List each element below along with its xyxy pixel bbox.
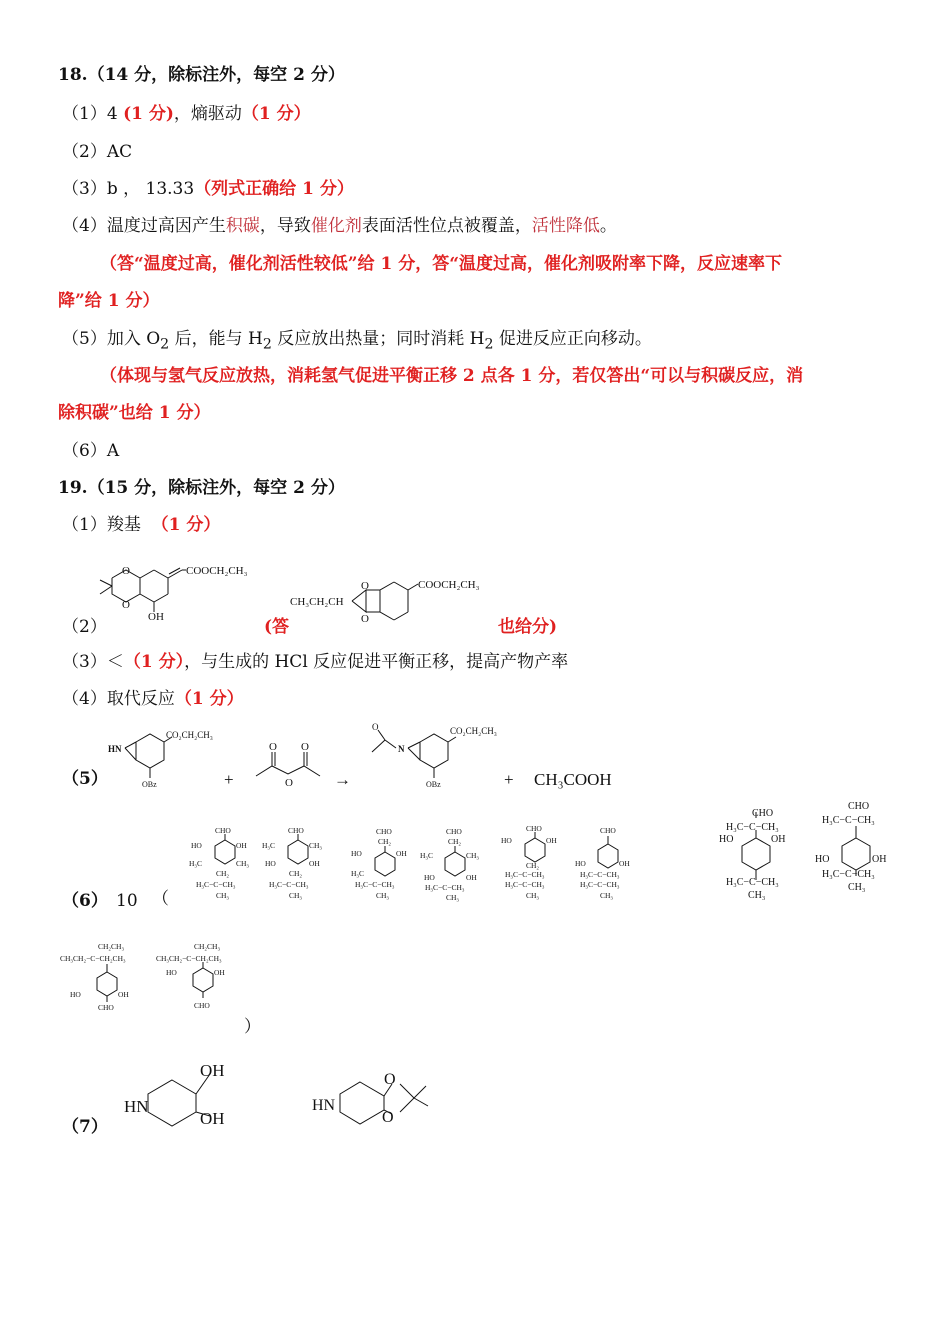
scoring-note: 除积碳”也给 1 分） bbox=[58, 403, 211, 423]
answer-number: （3） bbox=[62, 652, 107, 672]
group-label: OH bbox=[309, 859, 320, 868]
group-label: HO bbox=[191, 841, 202, 850]
group-label: OH bbox=[546, 836, 557, 845]
piperidine-acetonide bbox=[312, 1071, 428, 1126]
score-mark: （列式正确给 1 分） bbox=[194, 179, 354, 199]
group-label: H₃C−C−CH₃ bbox=[580, 880, 620, 889]
answer-value: A bbox=[106, 441, 120, 461]
score-mark: (1 分) bbox=[123, 104, 174, 124]
answer-number: （5） bbox=[62, 329, 107, 349]
plus-sign: + bbox=[224, 770, 234, 789]
group-label: CH₃ bbox=[526, 891, 540, 900]
subscript: 2 bbox=[262, 336, 272, 353]
keyword: 活性降低 bbox=[531, 216, 600, 236]
group-label: CHO bbox=[752, 808, 774, 819]
answer-number: （3） bbox=[62, 179, 107, 199]
substituent-label: OBz bbox=[142, 780, 157, 789]
substituent-label: COOCH₂CH₃ bbox=[186, 565, 248, 577]
score-mark: （1 分） bbox=[123, 652, 185, 672]
answer-text: 促进反应正向移动。 bbox=[493, 329, 652, 349]
scoring-note: （答“温度过高，催化剂活性较低”给 1 分，答“温度过高，催化剂吸附率下降，反应速率下 bbox=[100, 254, 782, 274]
atom-label: OH bbox=[200, 1109, 225, 1128]
group-label: H₃C bbox=[420, 851, 434, 860]
group-label: H₃C−C−CH₃ bbox=[196, 880, 236, 889]
group-label: OH bbox=[771, 834, 786, 845]
answer-value: 取代反应 bbox=[106, 689, 175, 709]
group-label: H₃C bbox=[189, 859, 203, 868]
group-label: H₃C−C−CH₃ bbox=[505, 880, 545, 889]
group-label: CHO bbox=[215, 826, 231, 835]
group-label: HO bbox=[424, 873, 435, 882]
atom-label: O bbox=[361, 613, 369, 625]
group-label: CH₃ bbox=[309, 841, 323, 850]
atom-label: O bbox=[301, 741, 309, 753]
product-label: CH₃COOH bbox=[534, 770, 612, 789]
group-label: HO bbox=[166, 968, 177, 977]
group-label: CHO bbox=[288, 826, 304, 835]
answer-text: 温度过高因产生 bbox=[106, 216, 226, 236]
group-label: CH₂CH₃ bbox=[98, 942, 125, 951]
scoring-note: （体现与氢气反应放热，消耗氢气促进平衡正移 2 点各 1 分，若仅答出“可以与积碳反应，消 bbox=[100, 366, 804, 386]
group-label: CHO bbox=[98, 1003, 114, 1012]
subscript: 2 bbox=[160, 336, 170, 353]
answer-number: （6） bbox=[62, 441, 107, 461]
group-label: H₃C−C−CH₃ bbox=[355, 880, 395, 889]
plus-sign: + bbox=[504, 770, 514, 789]
group-label: CH₂ bbox=[526, 861, 540, 870]
group-label: CHO bbox=[526, 824, 542, 833]
answer-text: 加入 O bbox=[106, 329, 161, 349]
group-label: CH₂ bbox=[448, 837, 462, 846]
group-label: HO bbox=[351, 849, 362, 858]
open-paren: （ bbox=[152, 889, 169, 909]
substituent-label: CO₂CH₂CH₃ bbox=[450, 726, 497, 736]
group-label: HO bbox=[501, 836, 512, 845]
substituent-label: CH₃CH₂CH bbox=[290, 596, 344, 608]
atom-label: HN bbox=[312, 1097, 336, 1114]
atom-label: O bbox=[372, 722, 379, 732]
subscript: 2 bbox=[484, 336, 494, 353]
answer-number: （1） bbox=[62, 515, 107, 535]
group-label: OH bbox=[236, 841, 247, 850]
answer-text: 。 bbox=[599, 216, 617, 236]
group-label: OH bbox=[396, 849, 407, 858]
substituent-label: COOCH₂CH₃ bbox=[418, 579, 480, 591]
answer-value: 羧基 bbox=[106, 515, 141, 535]
group-label: CH₃ bbox=[600, 891, 614, 900]
substituent-label: CO₂CH₂CH₃ bbox=[166, 730, 213, 740]
atom-label: O bbox=[384, 1071, 396, 1088]
q19-header: 19.（15 分，除标注外，每空 2 分） bbox=[58, 478, 345, 498]
atom-label: O bbox=[382, 1109, 394, 1126]
answer-value: 10 bbox=[116, 891, 138, 911]
group-label: CH₃ bbox=[216, 891, 230, 900]
score-mark: （1 分） bbox=[174, 689, 244, 709]
answer-value: AC bbox=[106, 142, 133, 162]
group-label: CH₃ bbox=[848, 882, 866, 893]
answer-value: ＜ bbox=[106, 652, 124, 672]
close-paren: ） bbox=[244, 1017, 261, 1037]
answer-number: （4） bbox=[62, 216, 107, 236]
answer-text: 反应放出热量；同时消耗 H bbox=[271, 329, 485, 349]
score-mark: （1 分） bbox=[151, 515, 221, 535]
group-label: CH₂CH₃ bbox=[194, 942, 221, 951]
group-label: H₃C−C−CH₃ bbox=[580, 870, 620, 879]
atom-label: OH bbox=[200, 1061, 225, 1080]
score-mark: (答 bbox=[264, 617, 290, 637]
answer-text: ，熵驱动 bbox=[173, 104, 242, 124]
group-label: CH₃ bbox=[446, 893, 460, 902]
group-label: CHO bbox=[194, 1001, 210, 1010]
piperidine-diol bbox=[124, 1061, 225, 1128]
atom-label: N bbox=[398, 744, 405, 754]
substituent-label: OBz bbox=[426, 780, 441, 789]
group-label: CHO bbox=[446, 827, 462, 836]
group-label: H₃C bbox=[351, 869, 365, 878]
group-label: OH bbox=[872, 854, 887, 865]
answer-number: （6） bbox=[62, 891, 108, 911]
group-label: H₃C−C−CH₃ bbox=[269, 880, 309, 889]
group-label: HO bbox=[719, 834, 734, 845]
group-label: CH₂ bbox=[289, 869, 303, 878]
score-mark: （1 分） bbox=[241, 104, 311, 124]
group-label: H₃C−C−CH₃ bbox=[425, 883, 465, 892]
group-label: HO bbox=[70, 990, 81, 999]
keyword: 积碳 bbox=[225, 216, 260, 236]
atom-label: O bbox=[269, 741, 277, 753]
answer-number: （2） bbox=[62, 142, 107, 162]
group-label: CHO bbox=[600, 826, 616, 835]
group-label: H₃C bbox=[262, 841, 276, 850]
group-label: H₃C−C−CH₃ bbox=[505, 870, 545, 879]
score-mark: 也给分) bbox=[498, 617, 558, 637]
group-label: CH₃CH₂−C−CH₂CH₃ bbox=[156, 954, 222, 963]
answer-text: ，导致 bbox=[259, 216, 311, 236]
atom-label: O bbox=[122, 565, 130, 577]
group-label: CHO bbox=[848, 801, 870, 812]
group-label: H₃C−C−CH₃ bbox=[726, 877, 779, 888]
answer-number: （1） bbox=[62, 104, 107, 124]
group-label: CH₃ bbox=[376, 891, 390, 900]
group-label: H₃C−C−CH₃ bbox=[822, 869, 875, 880]
answer-number: （5） bbox=[62, 769, 108, 789]
group-label: OH bbox=[214, 968, 225, 977]
answer-number: （4） bbox=[62, 689, 107, 709]
group-label: H₃C−C−CH₃ bbox=[822, 815, 875, 826]
answer-number: （7） bbox=[62, 1117, 108, 1137]
answer-number: （2） bbox=[62, 617, 107, 637]
group-label: HO bbox=[265, 859, 276, 868]
group-label: H₃C−C−CH₃ bbox=[726, 822, 779, 833]
atom-label: O bbox=[361, 580, 369, 592]
q18-header: 18.（14 分，除标注外，每空 2 分） bbox=[58, 65, 345, 85]
answer-text: 后，能与 H bbox=[169, 329, 263, 349]
group-label: CH₃ bbox=[289, 891, 303, 900]
group-label: OH bbox=[466, 873, 477, 882]
group-label: CH₃ bbox=[748, 890, 766, 901]
group-label: CH₃ bbox=[466, 851, 480, 860]
reaction-arrow: → bbox=[334, 770, 351, 789]
group-label: OH bbox=[619, 859, 630, 868]
group-label: HO bbox=[575, 859, 586, 868]
group-label: CH₃ bbox=[236, 859, 250, 868]
atom-label: OH bbox=[148, 611, 164, 623]
scoring-note: 降”给 1 分） bbox=[58, 291, 160, 311]
answer-text: 表面活性位点被覆盖， bbox=[361, 216, 532, 236]
group-label: OH bbox=[118, 990, 129, 999]
keyword: 催化剂 bbox=[310, 216, 362, 236]
atom-label: HN bbox=[124, 1097, 149, 1116]
answer-value: b ， 13.33 bbox=[106, 179, 195, 199]
group-label: CH₂ bbox=[378, 837, 392, 846]
group-label: CHO bbox=[376, 827, 392, 836]
atom-label: O bbox=[285, 777, 293, 789]
answer-value: 4 bbox=[106, 104, 118, 124]
answer-text: ，与生成的 HCl 反应促进平衡正移，提高产物产率 bbox=[184, 652, 569, 672]
group-label: HO bbox=[815, 854, 830, 865]
atom-label: O bbox=[122, 599, 130, 611]
group-label: CH₂ bbox=[216, 869, 230, 878]
atom-label: HN bbox=[108, 744, 122, 754]
group-label: CH₃CH₂−C−CH₂CH₃ bbox=[60, 954, 126, 963]
